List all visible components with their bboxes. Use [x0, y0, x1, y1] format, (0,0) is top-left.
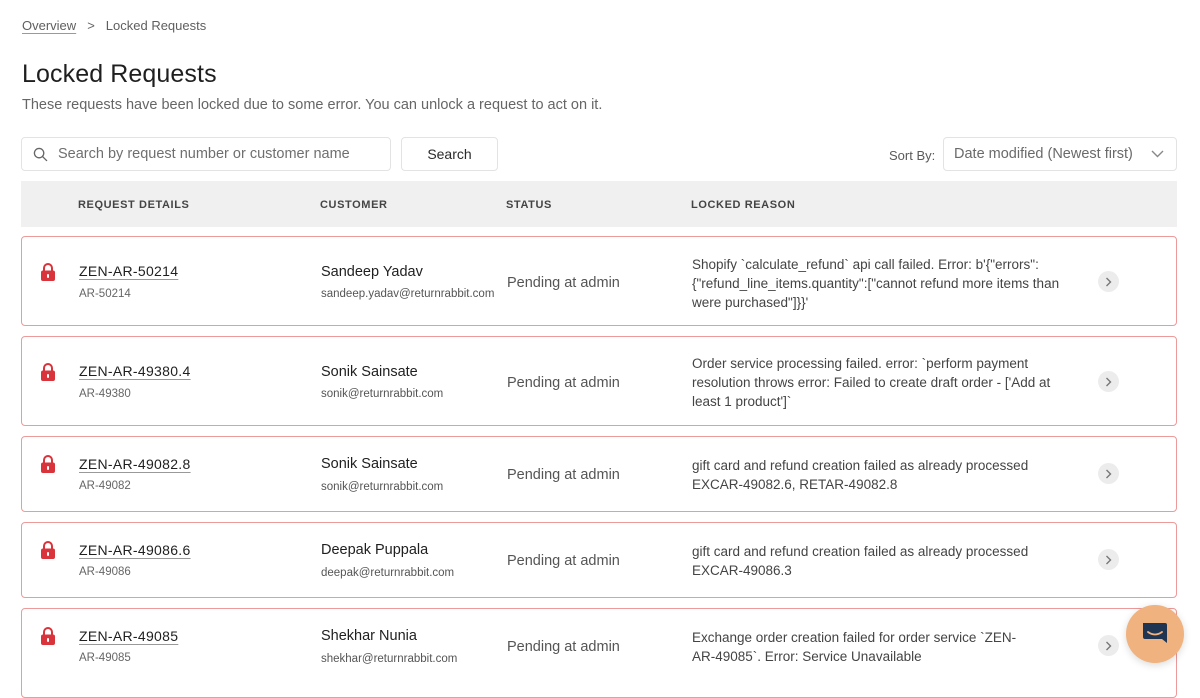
sort-label: Sort By:: [889, 148, 936, 163]
chat-icon: [1140, 620, 1170, 648]
page-title: Locked Requests: [22, 60, 217, 88]
customer-email: sonik@returnrabbit.com: [321, 481, 444, 493]
table-row[interactable]: [21, 522, 1177, 598]
column-header-customer: CUSTOMER: [320, 199, 388, 211]
customer-name: Sonik Sainsate: [321, 364, 418, 380]
chevron-right-icon: [1105, 377, 1112, 387]
customer-email: shekhar@returnrabbit.com: [321, 653, 458, 665]
locked-reason-line: gift card and refund creation failed as already processed: [692, 458, 1029, 473]
customer-name: Sandeep Yadav: [321, 264, 423, 280]
locked-reason-line: least 1 product']`: [692, 394, 792, 409]
request-number-link[interactable]: ZEN-AR-50214: [79, 263, 179, 279]
request-number-link[interactable]: ZEN-AR-49380.4: [79, 363, 191, 379]
locked-reason: [692, 255, 1064, 312]
request-number-link[interactable]: ZEN-AR-49086.6: [79, 542, 191, 558]
request-number-link[interactable]: ZEN-AR-49085: [79, 628, 179, 644]
locked-reason: [692, 542, 1064, 580]
customer-name: Shekhar Nunia: [321, 628, 417, 644]
table-row[interactable]: [21, 608, 1177, 698]
row-open-button[interactable]: [1098, 635, 1119, 656]
column-header-request: REQUEST DETAILS: [78, 199, 190, 211]
customer-email: sandeep.yadav@returnrabbit.com: [321, 288, 495, 300]
request-id: AR-50214: [79, 288, 131, 300]
lock-icon: [40, 626, 56, 646]
lock-icon: [40, 454, 56, 474]
customer-email: sonik@returnrabbit.com: [321, 388, 444, 400]
table-row[interactable]: [21, 336, 1177, 426]
request-id: AR-49380: [79, 388, 131, 400]
column-header-reason: LOCKED REASON: [691, 199, 796, 211]
chevron-right-icon: [1105, 277, 1112, 287]
request-number-link[interactable]: ZEN-AR-49082.8: [79, 456, 191, 472]
locked-reason-line: EXCAR-49086.3: [692, 563, 792, 578]
locked-reason: [692, 456, 1064, 494]
search-input[interactable]: [58, 146, 368, 162]
search-icon: [33, 147, 48, 162]
chevron-right-icon: [1105, 555, 1112, 565]
sort-select[interactable]: [943, 137, 1177, 171]
row-open-button[interactable]: [1098, 549, 1119, 570]
status-text: Pending at admin: [507, 553, 620, 569]
locked-reason-line: Shopify `calculate_refund` api call failed. Error: b'{"errors":: [692, 257, 1039, 272]
status-text: Pending at admin: [507, 467, 620, 483]
locked-reason-line: were purchased"]}}': [692, 295, 809, 310]
breadcrumb-current: Locked Requests: [105, 18, 207, 33]
request-id: AR-49086: [79, 566, 131, 578]
chevron-down-icon: [1151, 150, 1164, 158]
status-text: Pending at admin: [507, 639, 620, 655]
column-header-status: STATUS: [506, 199, 552, 211]
page-subtitle: These requests have been locked due to some error. You can unlock a request to act on it.: [22, 97, 603, 113]
request-id: AR-49082: [79, 480, 131, 492]
breadcrumb-separator: >: [87, 18, 95, 33]
request-id: AR-49085: [79, 652, 131, 664]
status-text: Pending at admin: [507, 375, 620, 391]
lock-icon: [40, 540, 56, 560]
table-row[interactable]: [21, 236, 1177, 326]
chat-launcher-button[interactable]: [1126, 605, 1184, 663]
row-open-button[interactable]: [1098, 463, 1119, 484]
customer-name: Deepak Puppala: [321, 542, 429, 558]
table-row[interactable]: [21, 436, 1177, 512]
locked-reason-line: AR-49085`. Error: Service Unavailable: [692, 649, 922, 664]
locked-reason-line: resolution throws error: Failed to create draft order - ['Add at: [692, 375, 1051, 390]
locked-reason: [692, 354, 1064, 411]
status-text: Pending at admin: [507, 275, 620, 291]
row-open-button[interactable]: [1098, 271, 1119, 292]
chevron-right-icon: [1105, 641, 1112, 651]
locked-reason-line: {"refund_line_items.quantity":["cannot refund more items than: [692, 276, 1060, 291]
chevron-right-icon: [1105, 469, 1112, 479]
locked-reason: [692, 628, 1064, 666]
breadcrumb: [22, 18, 206, 33]
locked-reason-line: EXCAR-49082.6, RETAR-49082.8: [692, 477, 898, 492]
locked-reason-line: Order service processing failed. error: `perform payment: [692, 356, 1029, 371]
breadcrumb-overview-link[interactable]: Overview: [22, 18, 77, 33]
sort-selected-value: Date modified (Newest first): [954, 146, 1133, 162]
search-box[interactable]: [21, 137, 391, 171]
table-header: [21, 181, 1177, 227]
row-open-button[interactable]: [1098, 371, 1119, 392]
search-button[interactable]: Search: [401, 137, 498, 171]
locked-reason-line: Exchange order creation failed for order service `ZEN-: [692, 630, 1017, 645]
lock-icon: [40, 362, 56, 382]
lock-icon: [40, 262, 56, 282]
customer-name: Sonik Sainsate: [321, 456, 418, 472]
customer-email: deepak@returnrabbit.com: [321, 567, 455, 579]
locked-reason-line: gift card and refund creation failed as already processed: [692, 544, 1029, 559]
